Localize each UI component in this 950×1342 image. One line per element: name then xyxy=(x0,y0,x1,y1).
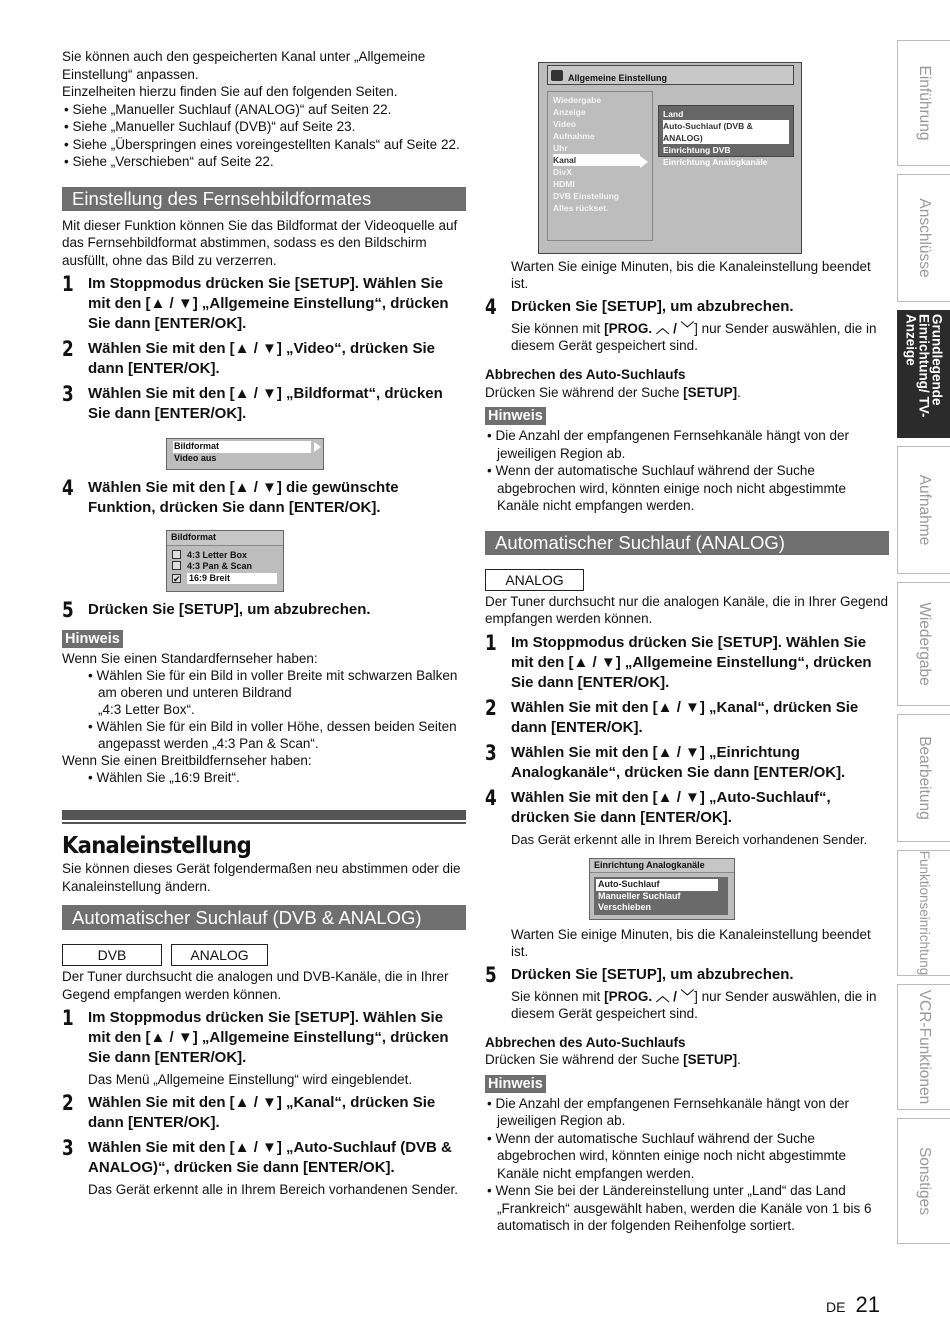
hinweis-bullet: • Wählen Sie für ein Bild in voller Höhe, dessen beiden Seiten angepasst werden „4:3 Pan & Scan“. xyxy=(88,719,457,751)
step-text: Wählen Sie mit den [▲ / ▼] die gewünschte Funktion, drücken Sie dann [ENTER/OK]. xyxy=(88,479,399,516)
hinweis-bullet: • Wenn der automatische Suchlauf während der Suche abgebrochen wird, könnten einige noch nicht abgestimmte Kanäle nicht empfangen werden. xyxy=(487,463,846,513)
step-1 xyxy=(485,630,889,693)
chevron-down-icon: ﹀ xyxy=(680,988,695,1004)
analog-intro: Der Tuner durchsucht nur die analogen Kanäle, die in Ihrer Gegend empfangen werden können. xyxy=(485,593,889,626)
tab-bearbeitung[interactable]: Bearbeitung xyxy=(897,714,950,842)
hinweis-bullet: • Die Anzahl der empfangenen Fernsehkanäle hängt von der jeweiligen Region ab. xyxy=(487,428,849,461)
tab-sonstiges[interactable]: Sonstiges xyxy=(897,1118,950,1244)
intro-text-2: Einzelheiten hierzu finden Sie auf den folgenden Seiten. xyxy=(62,84,398,99)
kanal-intro: Sie können dieses Gerät folgendermaßen neu abstimmen oder die Kanaleinstellung ändern. xyxy=(62,861,461,894)
menu-row-bildformat: Bildformat xyxy=(173,441,311,453)
step-number: 1 xyxy=(62,1006,74,1030)
dvb-intro: Der Tuner durchsucht die analogen und DVB-Kanäle, die in Ihrer Gegend empfangen werden können. xyxy=(62,969,449,1002)
page-title: Kanaleinstellung xyxy=(62,833,252,859)
abbrechen-text: Drücken Sie während der Suche [SETUP]. xyxy=(485,384,741,400)
step-text: Im Stoppmodus drücken Sie [SETUP]. Wählen Sie mit den [▲ / ▼] „Allgemeine Einstellung“, drücken Sie dann [ENTER/OK]. xyxy=(511,633,872,691)
hinweis-bullet-cont: „4:3 Letter Box“. xyxy=(98,702,195,717)
step-number: 2 xyxy=(62,337,74,361)
analog-tag: ANALOG xyxy=(171,944,268,966)
step-3 xyxy=(485,740,889,783)
tab-anschluesse[interactable]: Anschlüsse xyxy=(897,174,950,302)
section-heading-dvb: Automatischer Suchlauf (DVB & ANALOG) xyxy=(62,905,466,930)
step-text: Wählen Sie mit den [▲ / ▼] „Bildformat“, drücken Sie dann [ENTER/OK]. xyxy=(88,385,443,422)
tag-row xyxy=(62,944,466,966)
osd-menu-list xyxy=(547,91,653,241)
left-column xyxy=(62,48,466,1198)
step-5 xyxy=(62,600,466,620)
abbrechen-text: Drücken Sie während der Suche [SETUP]. xyxy=(485,1052,741,1067)
checkbox-icon xyxy=(172,550,181,559)
step-4 xyxy=(485,785,889,828)
step-1 xyxy=(62,1008,466,1068)
wait-note: Warten Sie einige Minuten, bis die Kanaleinstellung beendet ist. xyxy=(511,259,871,291)
abbrechen-title: Abbrechen des Auto-Suchlaufs xyxy=(485,1034,686,1050)
step-number: 1 xyxy=(62,272,74,296)
menu-item: Manueller Suchlauf xyxy=(598,890,681,901)
tab-einfuehrung[interactable]: Einführung xyxy=(897,40,950,166)
step-note: Das Menü „Allgemeine Einstellung“ wird eingeblendet. xyxy=(88,1072,413,1087)
osd-menu-item-active: Kanal xyxy=(553,154,640,166)
step-text: Drücken Sie [SETUP], um abzubrechen. xyxy=(88,601,371,618)
step-number: 4 xyxy=(62,476,74,500)
osd-menu-item: Wiedergabe xyxy=(553,95,602,105)
step-text: Wählen Sie mit den [▲ / ▼] „Video“, drücken Sie dann [ENTER/OK]. xyxy=(88,340,435,377)
step-number: 3 xyxy=(485,740,497,765)
tab-funktionseinrichtung[interactable]: Funktionseinrichtung xyxy=(897,850,950,976)
menu-option: 4:3 Letter Box xyxy=(172,550,283,562)
intro-text: Sie können auch den gespeicherten Kanal unter „Allgemeine Einstellung“ anpassen. xyxy=(62,49,426,82)
step-2 xyxy=(485,695,889,738)
menu-row-video: Video aus xyxy=(174,452,217,463)
osd-menu-item: Anzeige xyxy=(553,107,586,117)
step-number: 4 xyxy=(485,785,497,810)
step-text: Wählen Sie mit den [▲ / ▼] „Auto-Suchlauf“, drücken Sie dann [ENTER/OK]. xyxy=(511,788,831,826)
language-code: DE xyxy=(826,1299,846,1315)
osd-menu-item: Uhr xyxy=(553,143,568,153)
tab-grundlegende-einrichtung[interactable]: Grundlegende Einrichtung/ TV-Anzeige xyxy=(897,310,950,438)
tab-wiedergabe[interactable]: Wiedergabe xyxy=(897,582,950,706)
arrow-right-icon xyxy=(640,156,648,168)
hinweis-bullet: • Wenn der automatische Suchlauf während der Suche abgebrochen wird, könnten einige noch nicht abgestimmte Kanäle nicht empfangen werden. xyxy=(487,1130,846,1181)
hinweis-label: Hinweis xyxy=(485,407,546,425)
step-3 xyxy=(62,384,466,424)
checkbox-checked-icon: ✔ xyxy=(173,573,181,584)
hinweis-text: Wenn Sie einen Breitbildfernseher haben: xyxy=(62,753,312,768)
step-number: 1 xyxy=(485,630,497,655)
menu-option-selected: ✔ 16:9 Breit xyxy=(172,573,283,585)
step-text: Wählen Sie mit den [▲ / ▼] „Kanal“, drücken Sie dann [ENTER/OK]. xyxy=(88,1094,436,1131)
step-2 xyxy=(62,339,466,379)
page-number-value: 21 xyxy=(855,1292,880,1317)
section-divider xyxy=(62,810,466,820)
checkbox-icon xyxy=(172,561,181,570)
arrow-right-icon xyxy=(314,442,321,452)
section-divider-thin xyxy=(62,822,466,824)
abbrechen-title: Abbrechen des Auto-Suchlaufs xyxy=(485,367,686,382)
list-item: • Siehe „Überspringen eines voreingestellten Kanals“ auf Seite 22. xyxy=(64,136,460,152)
osd-title: Allgemeine Einstellung xyxy=(547,65,794,85)
section-heading-analog: Automatischer Suchlauf (ANALOG) xyxy=(485,531,889,555)
page-number xyxy=(826,1292,880,1317)
step-number: 2 xyxy=(62,1091,74,1115)
step-4 xyxy=(62,478,466,518)
step-1 xyxy=(62,274,466,334)
list-item: • Siehe „Manueller Suchlauf (DVB)“ auf Seite 23. xyxy=(64,119,356,134)
osd-submenu xyxy=(658,105,794,167)
step-text: Im Stoppmodus drücken Sie [SETUP]. Wählen Sie mit den [▲ / ▼] „Allgemeine Einstellung“, drücken Sie dann [ENTER/OK]. xyxy=(88,1009,449,1066)
osd-submenu-item: Einrichtung DVB xyxy=(663,145,731,155)
hinweis-text: Wenn Sie einen Standardfernseher haben: xyxy=(62,651,318,666)
osd-menu-item: Alles rückset. xyxy=(553,203,609,213)
osd-menu-item: HDMI xyxy=(553,179,575,189)
menu-item-selected: Auto-Suchlauf xyxy=(596,879,718,891)
chevron-up-icon: ︿ xyxy=(655,321,670,336)
analog-tag: ANALOG xyxy=(485,569,584,591)
osd-submenu-item: Einrichtung Analogkanäle xyxy=(663,157,768,167)
analog-menu xyxy=(589,858,735,920)
step-note: Das Gerät erkennt alle in Ihrem Bereich vorhandenen Sender. xyxy=(511,831,868,847)
bildformat-intro: Mit dieser Funktion können Sie das Bildformat der Videoquelle auf das Fernsehbildformat abstimmen, sodass es den Bildschirm ausfüllt, ohne das Bild zu verzerren. xyxy=(62,217,458,268)
settings-icon xyxy=(551,70,563,81)
step-text: Wählen Sie mit den [▲ / ▼] „Einrichtung Analogkanäle“, drücken Sie dann [ENTER/OK]. xyxy=(511,743,846,781)
list-item: • Siehe „Verschieben“ auf Seite 22. xyxy=(64,154,274,169)
step-text: Wählen Sie mit den [▲ / ▼] „Auto-Suchlauf (DVB & ANALOG)“, drücken Sie dann [ENTER/OK]. xyxy=(88,1139,452,1176)
hinweis-bullet: • Wenn Sie bei der Ländereinstellung unter „Land“ das Land „Frankreich“ ausgewählt haben, werden die Kanäle von 1 bis 6 automatisch in der folgenden Reihenfolge sortiert. xyxy=(487,1183,872,1233)
dvb-tag: DVB xyxy=(62,944,162,966)
step-5 xyxy=(485,962,889,987)
step-number: 3 xyxy=(62,1136,74,1160)
step-number: 5 xyxy=(485,962,497,987)
osd-menu-item: Aufnahme xyxy=(553,131,595,141)
osd-menu-item: Video xyxy=(553,119,576,129)
list-item: • Siehe „Manueller Suchlauf (ANALOG)“ auf Seiten 22. xyxy=(64,101,392,117)
step-number: 4 xyxy=(485,295,497,319)
hinweis-bullet: • Wählen Sie „16:9 Breit“. xyxy=(88,770,240,785)
step-4 xyxy=(485,297,889,317)
right-column xyxy=(485,62,889,1235)
bildformat-menu xyxy=(166,438,324,470)
hinweis-label: Hinweis xyxy=(62,630,123,648)
menu-option: 4:3 Pan & Scan xyxy=(172,561,283,573)
osd-submenu-item: Land xyxy=(663,109,684,119)
step-text: Drücken Sie [SETUP], um abzubrechen. xyxy=(511,298,794,315)
chevron-up-icon: ︿ xyxy=(655,988,670,1004)
analog-menu-list xyxy=(594,877,728,915)
step-2 xyxy=(62,1093,466,1133)
osd-menu-item: DivX xyxy=(553,167,572,177)
menu-header: Bildformat xyxy=(167,531,283,546)
osd-menu-item: DVB Einstellung xyxy=(553,191,620,201)
tab-aufnahme[interactable]: Aufnahme xyxy=(897,446,950,574)
step-text: Im Stoppmodus drücken Sie [SETUP]. Wählen Sie mit den [▲ / ▼] „Allgemeine Einstellung“, drücken Sie dann [ENTER/OK]. xyxy=(88,275,449,332)
step-text: Drücken Sie [SETUP], um abzubrechen. xyxy=(511,965,794,983)
step-note: Sie können mit [PROG. ︿ / ﹀] nur Sender auswählen, die in diesem Gerät gespeichert sind. xyxy=(511,988,877,1021)
section-heading-bildformat: Einstellung des Fernsehbildformates xyxy=(62,187,466,211)
wait-note: Warten Sie einige Minuten, bis die Kanaleinstellung beendet ist. xyxy=(511,926,871,959)
tab-vcr-funktionen[interactable]: VCR-Funktionen xyxy=(897,984,950,1110)
bildformat-options-menu xyxy=(166,530,284,592)
osd-allgemeine-einstellung xyxy=(538,62,802,254)
step-text: Wählen Sie mit den [▲ / ▼] „Kanal“, drücken Sie dann [ENTER/OK]. xyxy=(511,698,859,736)
osd-submenu-item-selected: Auto-Suchlauf (DVB & ANALOG) xyxy=(663,120,789,144)
step-note: Sie können mit [PROG. ︿ / ﹀] nur Sender auswählen, die in diesem Gerät gespeichert sind. xyxy=(511,321,877,353)
step-number: 3 xyxy=(62,382,74,406)
step-3 xyxy=(62,1138,466,1178)
step-number: 2 xyxy=(485,695,497,720)
hinweis-label: Hinweis xyxy=(485,1075,546,1093)
menu-item: Verschieben xyxy=(598,902,652,912)
step-note: Das Gerät erkennt alle in Ihrem Bereich vorhandenen Sender. xyxy=(88,1182,458,1197)
hinweis-bullet: • Die Anzahl der empfangenen Fernsehkanäle hängt von der jeweiligen Region ab. xyxy=(487,1095,849,1128)
menu-header: Einrichtung Analogkanäle xyxy=(590,859,734,874)
step-number: 5 xyxy=(62,598,74,622)
hinweis-bullet: • Wählen Sie für ein Bild in voller Breite mit schwarzen Balken am oberen und unteren Bildrand xyxy=(88,668,458,700)
chevron-down-icon: ﹀ xyxy=(680,321,695,336)
